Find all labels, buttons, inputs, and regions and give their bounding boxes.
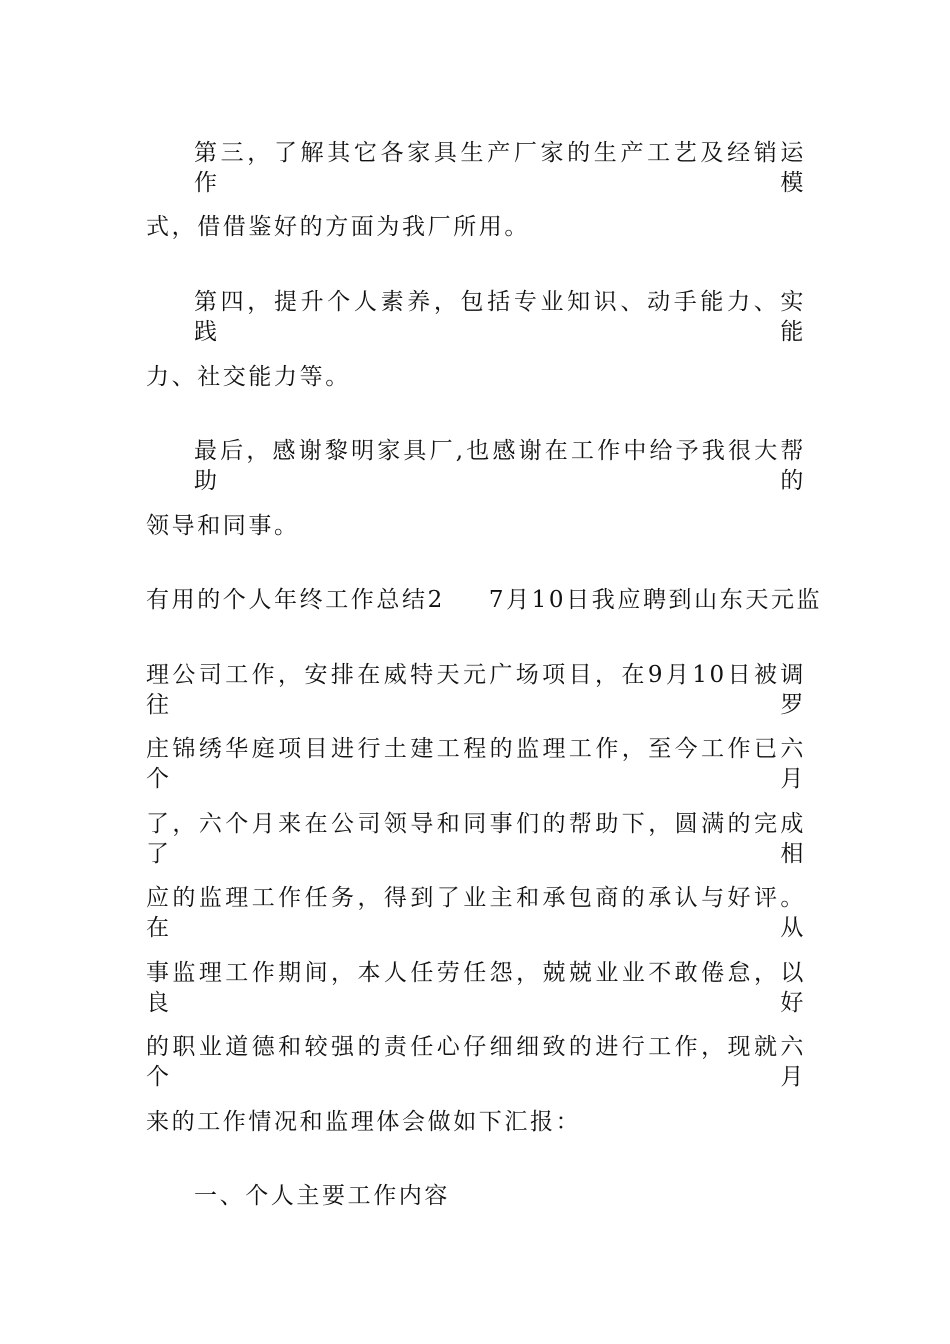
section-heading: 一、个人主要工作内容: [194, 1183, 450, 1209]
paragraph-line: 式，借借鉴好的方面为我厂所用。: [146, 214, 530, 240]
paragraph-line: 庄锦绣华庭项目进行土建工程的监理工作，至今工作已六个月: [146, 736, 806, 792]
paragraph-line: 最后，感谢黎明家具厂,也感谢在工作中给予我很大帮助的: [194, 438, 806, 494]
paragraph-line: 力、社交能力等。: [146, 364, 351, 390]
paragraph-line: 第四，提升个人素养，包括专业知识、动手能力、实践能: [194, 289, 806, 345]
paragraph-line: 来的工作情况和监理体会做如下汇报：: [146, 1109, 582, 1135]
paragraph-line: 应的监理工作任务，得到了业主和承包商的承认与好评。在从: [146, 885, 806, 941]
paragraph-line: 事监理工作期间，本人任劳任怨，兢兢业业不敢倦怠，以良好: [146, 960, 806, 1016]
paragraph-line: 第三，了解其它各家具生产厂家的生产工艺及经销运作模: [194, 140, 806, 196]
paragraph-line: 了，六个月来在公司领导和同事们的帮助下，圆满的完成了相: [146, 811, 806, 867]
paragraph-text: 7月10日我应聘到山东天元监: [488, 587, 823, 613]
paragraph-line: 的职业道德和较强的责任心仔细细致的进行工作，现就六个月: [146, 1034, 806, 1090]
section-title: 有用的个人年终工作总结2: [146, 587, 445, 613]
paragraph-line: 领导和同事。: [146, 513, 300, 539]
section-title-line: [146, 585, 823, 615]
paragraph-line: 理公司工作，安排在威特天元广场项目，在9月10日被调往罗: [146, 662, 806, 718]
